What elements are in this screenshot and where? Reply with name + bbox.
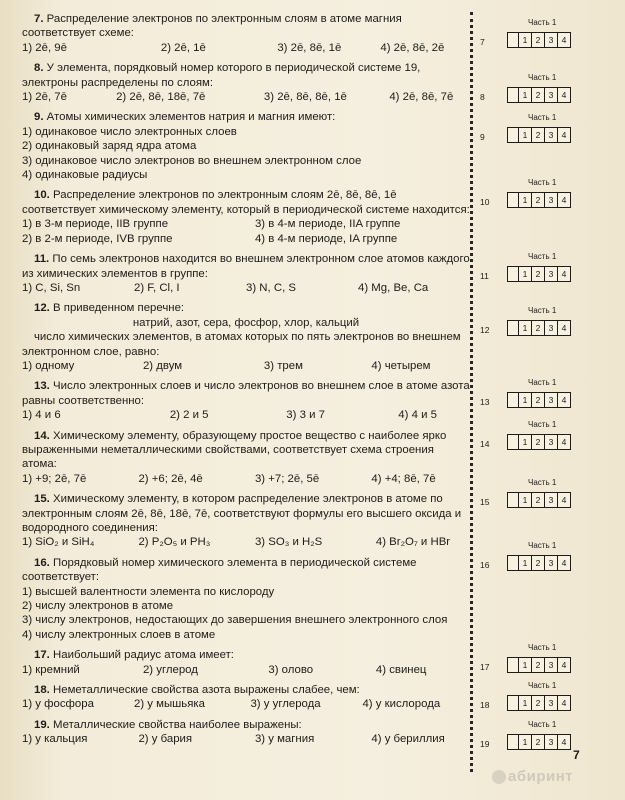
option-1: 1) +9; 2ē, 7ē bbox=[22, 472, 87, 485]
option-4: 4) свинец bbox=[375, 663, 427, 676]
part-label: Часть 1 bbox=[528, 720, 557, 729]
answer-number: 17 bbox=[480, 662, 490, 672]
option-2: 2) у бария bbox=[138, 733, 193, 746]
option-3: 3) числу электронов, недостающих до завершения внешнего электронного слоя bbox=[22, 614, 448, 627]
option-1: 1) 4 и 6 bbox=[22, 409, 61, 422]
option-3: 3) +7; 2ē, 5ē bbox=[254, 472, 320, 485]
part-label: Часть 1 bbox=[528, 73, 557, 82]
question-number: 12. bbox=[34, 302, 50, 315]
answer-box[interactable]: 1 bbox=[518, 320, 532, 336]
answer-boxes bbox=[508, 266, 571, 282]
option-2: 2) P₂O₅ и PH₃ bbox=[138, 536, 211, 549]
answer-box[interactable]: 4 bbox=[557, 555, 571, 571]
question-11 bbox=[22, 252, 470, 295]
dotted-divider bbox=[470, 12, 473, 772]
answer-box[interactable]: 4 bbox=[557, 192, 571, 208]
part-label: Часть 1 bbox=[528, 541, 557, 550]
answer-number: 10 bbox=[480, 197, 490, 207]
answer-boxes bbox=[508, 192, 571, 208]
question-number: 18. bbox=[34, 684, 50, 697]
option-4: 4) четырем bbox=[371, 359, 431, 372]
answer-boxes bbox=[508, 127, 571, 143]
answer-box[interactable]: 2 bbox=[531, 87, 545, 103]
answer-box[interactable]: 3 bbox=[544, 320, 558, 336]
answer-box[interactable]: 1 bbox=[518, 734, 532, 750]
answer-boxes bbox=[508, 695, 571, 711]
answer-boxes bbox=[508, 32, 571, 48]
option-4: 4) числу электронных слоев в атоме bbox=[22, 628, 216, 641]
element-list: натрий, азот, сера, фосфор, хлор, кальций bbox=[132, 316, 360, 329]
question-text: Неметаллические свойства азота выражены слабее, чем: bbox=[53, 684, 360, 697]
answer-box[interactable]: 1 bbox=[518, 555, 532, 571]
option-4: 4) в 4-м периоде, IA группе bbox=[254, 232, 398, 245]
option-3: 3) трем bbox=[263, 359, 303, 372]
option-3: 3) олово bbox=[268, 663, 314, 676]
answer-block-11 bbox=[480, 252, 590, 286]
answer-block-16 bbox=[480, 541, 590, 575]
answer-box[interactable]: 3 bbox=[544, 734, 558, 750]
answer-box[interactable]: 1 bbox=[518, 392, 532, 408]
answer-box[interactable]: 1 bbox=[518, 434, 532, 450]
part-label: Часть 1 bbox=[528, 378, 557, 387]
answer-box[interactable]: 3 bbox=[544, 392, 558, 408]
option-2: 2) углерод bbox=[142, 663, 198, 676]
option-4: 4) 2ē, 8ē, 7ē bbox=[389, 91, 454, 104]
answer-boxes bbox=[508, 734, 571, 750]
answer-boxes bbox=[508, 657, 571, 673]
option-2: 2) 2ē, 8ē, 18ē, 7ē bbox=[116, 91, 206, 104]
option-4: 4) +4; 8ē, 7ē bbox=[371, 472, 436, 485]
question-text-continued: число химических элементов, в атомах которых по пять электронов во внешнем электронном слое, равно: bbox=[22, 331, 461, 358]
answer-box[interactable]: 1 bbox=[518, 127, 532, 143]
answer-box[interactable]: 1 bbox=[518, 695, 532, 711]
question-14 bbox=[22, 429, 470, 487]
answer-box[interactable]: 1 bbox=[518, 192, 532, 208]
question-text: По семь электронов находится во внешнем электронном слое атомов каждого из химических элементов в группе: bbox=[22, 253, 470, 280]
answer-block-18 bbox=[480, 681, 590, 715]
answer-block-14 bbox=[480, 420, 590, 454]
part-label: Часть 1 bbox=[528, 420, 557, 429]
option-4: 4) Br₂O₇ и HBr bbox=[375, 536, 451, 549]
answer-block-10 bbox=[480, 178, 590, 212]
question-number: 17. bbox=[34, 649, 50, 662]
answer-box[interactable]: 2 bbox=[531, 734, 545, 750]
question-text: Распределение электронов по электронным слоям в атоме магния соответствует схеме: bbox=[22, 13, 402, 40]
answer-block-13 bbox=[480, 378, 590, 412]
watermark: абиринт bbox=[508, 768, 574, 785]
option-3: 3) в 4-м периоде, IIA группе bbox=[254, 218, 401, 231]
question-number: 14. bbox=[34, 429, 50, 442]
answer-box[interactable]: 2 bbox=[531, 392, 545, 408]
part-label: Часть 1 bbox=[528, 478, 557, 487]
answer-box[interactable]: 3 bbox=[544, 192, 558, 208]
answer-box[interactable]: 1 bbox=[518, 492, 532, 508]
option-4: 4) 2ē, 8ē, 2ē bbox=[380, 41, 445, 54]
answer-box[interactable]: 2 bbox=[531, 266, 545, 282]
answer-number: 11 bbox=[480, 271, 489, 281]
question-17 bbox=[22, 648, 470, 677]
answer-number: 18 bbox=[480, 700, 490, 710]
answer-box[interactable]: 3 bbox=[544, 434, 558, 450]
option-3: 3) SO₃ и H₂S bbox=[254, 536, 323, 549]
question-number: 13. bbox=[34, 380, 50, 393]
question-text: В приведенном перечне: bbox=[53, 302, 185, 315]
answer-box[interactable]: 2 bbox=[531, 127, 545, 143]
answer-box[interactable]: 2 bbox=[531, 555, 545, 571]
answer-box[interactable]: 4 bbox=[557, 87, 571, 103]
part-label: Часть 1 bbox=[528, 113, 557, 122]
question-15 bbox=[22, 492, 470, 550]
question-text: Число электронных слоев и число электронов во внешнем слое в атоме азота равны соответственно: bbox=[22, 380, 470, 407]
option-3: 3) 3 и 7 bbox=[286, 409, 325, 422]
option-4: 4) одинаковые радиусы bbox=[22, 169, 148, 182]
question-number: 19. bbox=[34, 718, 50, 731]
answer-boxes bbox=[508, 492, 571, 508]
option-1: 1) 2ē, 7ē bbox=[22, 91, 67, 104]
option-2: 2) у мышьяка bbox=[134, 698, 205, 711]
watermark-icon bbox=[492, 770, 506, 784]
answer-box[interactable]: 4 bbox=[557, 392, 571, 408]
answer-number: 7 bbox=[480, 37, 485, 47]
answer-number: 12 bbox=[480, 325, 490, 335]
answer-box[interactable]: 4 bbox=[557, 492, 571, 508]
option-1: 1) высшей валентности элемента по кислороду bbox=[22, 585, 275, 598]
question-text: Химическому элементу, образующему простое вещество с наиболее ярко выраженными неметаллическими свойствами, соответствует схема строения атома: bbox=[22, 429, 447, 471]
question-number: 7. bbox=[34, 13, 44, 25]
question-8 bbox=[22, 61, 470, 104]
answer-boxes bbox=[508, 555, 571, 571]
option-2: 2) двум bbox=[142, 359, 183, 372]
question-text: У элемента, порядковый номер которого в периодической системе 19, электроны распределены по слоям: bbox=[22, 62, 421, 89]
answer-boxes bbox=[508, 392, 571, 408]
option-1: 1) C, Si, Sn bbox=[22, 281, 81, 294]
option-1: 1) в 3-м периоде, IIB группе bbox=[22, 218, 169, 231]
question-number: 15. bbox=[34, 493, 50, 506]
option-3: 3) 2ē, 8ē, 1ē bbox=[277, 41, 342, 54]
option-2: 2) одинаковый заряд ядра атома bbox=[22, 140, 197, 153]
answer-box[interactable]: 4 bbox=[557, 695, 571, 711]
question-text: Распределение электронов по электронным слоям 2ē, 8ē, 8ē, 1ē соответствует химическому элементу, который в периодической системе находится: bbox=[22, 189, 470, 216]
option-2: 2) числу электронов в атоме bbox=[22, 600, 174, 613]
answer-box[interactable]: 2 bbox=[531, 192, 545, 208]
option-2: 2) в 2-м периоде, IVB группе bbox=[22, 232, 173, 245]
answer-block-9 bbox=[480, 113, 590, 147]
answer-number: 13 bbox=[480, 397, 490, 407]
question-number: 10. bbox=[34, 189, 50, 202]
answer-box[interactable]: 2 bbox=[531, 434, 545, 450]
option-3: 3) N, C, S bbox=[246, 281, 297, 294]
part-label: Часть 1 bbox=[528, 18, 557, 27]
part-label: Часть 1 bbox=[528, 681, 557, 690]
answer-block-12 bbox=[480, 306, 590, 340]
answer-number: 14 bbox=[480, 439, 490, 449]
question-19 bbox=[22, 718, 470, 747]
question-text: Атомы химических элементов натрия и магния имеют: bbox=[46, 111, 336, 124]
answer-boxes bbox=[508, 320, 571, 336]
question-number: 11. bbox=[34, 253, 50, 266]
answer-box[interactable]: 2 bbox=[531, 695, 545, 711]
option-3: 3) одинаковое число электронов во внешнем электронном слое bbox=[22, 154, 362, 167]
option-1: 1) одному bbox=[22, 359, 75, 372]
answer-box[interactable]: 4 bbox=[557, 657, 571, 673]
question-7 bbox=[22, 12, 470, 55]
option-2: 2) 2ē, 1ē bbox=[160, 41, 206, 54]
page-number: 7 bbox=[573, 748, 580, 762]
answer-box[interactable]: 1 bbox=[518, 87, 532, 103]
answer-number: 8 bbox=[480, 92, 485, 102]
option-1: 1) у фосфора bbox=[22, 698, 94, 711]
answer-block-17 bbox=[480, 643, 590, 677]
answer-box[interactable]: 4 bbox=[557, 734, 571, 750]
option-3: 3) у магния bbox=[254, 733, 315, 746]
part-label: Часть 1 bbox=[528, 178, 557, 187]
option-1: 1) 2ē, 9ē bbox=[22, 41, 67, 54]
answer-box[interactable]: 2 bbox=[531, 320, 545, 336]
question-12 bbox=[22, 301, 470, 373]
questions-column bbox=[22, 12, 470, 753]
answer-box[interactable]: 4 bbox=[557, 32, 571, 48]
answer-box[interactable]: 3 bbox=[544, 657, 558, 673]
answer-box[interactable]: 4 bbox=[557, 266, 571, 282]
answer-boxes bbox=[508, 434, 571, 450]
question-text: Химическому элементу, в котором распределение электронов в атоме по электронным слоям 2ē, 8ē, 18ē, 7ē, соответствуют формулы его высшего оксида и водородного соединения: bbox=[22, 493, 462, 534]
question-text: Порядковый номер химического элемента в периодической системе соответствует: bbox=[22, 556, 417, 584]
option-1: 1) одинаковое число электронных слоев bbox=[22, 125, 237, 138]
option-1: 1) SiO₂ и SiH₄ bbox=[22, 536, 95, 549]
answer-box[interactable]: 2 bbox=[531, 657, 545, 673]
answer-box[interactable]: 3 bbox=[544, 266, 558, 282]
answer-box[interactable]: 4 bbox=[557, 434, 571, 450]
question-10 bbox=[22, 188, 470, 246]
answer-number: 15 bbox=[480, 497, 490, 507]
answer-box[interactable]: 2 bbox=[531, 492, 545, 508]
part-label: Часть 1 bbox=[528, 252, 557, 261]
option-4: 4) у кислорода bbox=[362, 698, 441, 711]
option-4: 4) Mg, Be, Ca bbox=[358, 281, 429, 294]
answer-block-8 bbox=[480, 73, 590, 107]
part-label: Часть 1 bbox=[528, 643, 557, 652]
answer-box[interactable]: 1 bbox=[518, 32, 532, 48]
answer-box[interactable]: 3 bbox=[544, 32, 558, 48]
answer-column bbox=[480, 0, 620, 800]
option-1: 1) у кальция bbox=[22, 733, 88, 746]
option-3: 3) у углерода bbox=[250, 698, 321, 711]
answer-boxes bbox=[508, 87, 571, 103]
answer-box[interactable]: 3 bbox=[544, 127, 558, 143]
option-2: 2) 2 и 5 bbox=[169, 409, 209, 422]
answer-box[interactable]: 4 bbox=[557, 127, 571, 143]
answer-block-7 bbox=[480, 18, 590, 52]
question-16 bbox=[22, 556, 470, 642]
option-4: 4) у бериллия bbox=[371, 733, 445, 746]
option-2: 2) F, Cl, I bbox=[134, 281, 180, 294]
answer-box[interactable]: 2 bbox=[531, 32, 545, 48]
answer-box[interactable]: 3 bbox=[544, 87, 558, 103]
question-18 bbox=[22, 683, 470, 712]
question-text: Металлические свойства наиболее выражены: bbox=[53, 718, 302, 731]
answer-number: 19 bbox=[480, 739, 490, 749]
option-1: 1) кремний bbox=[22, 663, 80, 676]
answer-box[interactable]: 1 bbox=[518, 266, 532, 282]
part-label: Часть 1 bbox=[528, 306, 557, 315]
question-number: 9. bbox=[34, 111, 44, 124]
answer-box[interactable]: 3 bbox=[544, 695, 558, 711]
option-2: 2) +6; 2ē, 4ē bbox=[138, 472, 203, 485]
answer-block-15 bbox=[480, 478, 590, 512]
answer-box[interactable]: 3 bbox=[544, 555, 558, 571]
option-4: 4) 4 и 5 bbox=[398, 409, 437, 422]
question-number: 8. bbox=[34, 62, 44, 75]
question-text: Наибольший радиус атома имеет: bbox=[53, 649, 234, 662]
answer-box[interactable]: 1 bbox=[518, 657, 532, 673]
question-13 bbox=[22, 379, 470, 422]
question-9 bbox=[22, 110, 470, 182]
answer-box[interactable]: 4 bbox=[557, 320, 571, 336]
answer-number: 9 bbox=[480, 132, 485, 142]
answer-number: 16 bbox=[480, 560, 490, 570]
question-number: 16. bbox=[34, 556, 50, 569]
answer-box[interactable]: 3 bbox=[544, 492, 558, 508]
option-3: 3) 2ē, 8ē, 8ē, 1ē bbox=[263, 91, 347, 104]
